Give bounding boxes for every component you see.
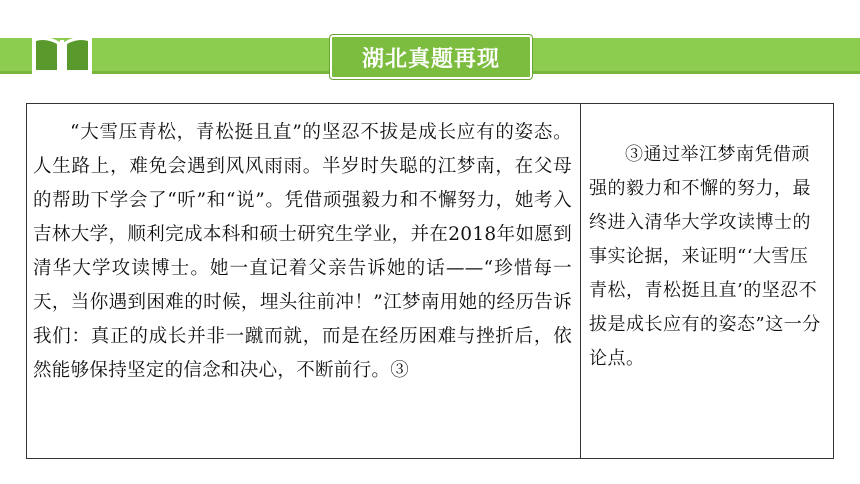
annotation-cell (581, 104, 833, 458)
content-table (26, 103, 834, 459)
annotation-text: ③通过举江梦南凭借顽强的毅力和不懈的努力，最终进入清华大学攻读博士的事实论据，来证明“‘大雪压青松，青松挺且直’的坚忍不拔是成长应有的姿态”这一分论点。 (589, 144, 821, 369)
section-title: 湖北真题再现 (361, 46, 500, 72)
section-title-box (330, 35, 532, 79)
book-icon (26, 30, 98, 78)
passage-cell (27, 104, 581, 458)
passage-text: “大雪压青松，青松挺且直”的坚忍不拔是成长应有的姿态。人生路上，难免会遇到风风雨雨。半岁时失聪的江梦南，在父母的帮助下学会了“听”和“说”。凭借顽强毅力和不懈努力，她考入吉林大学，顺利完成本科和硕士研究生学业，并在2018年如愿到清华大学攻读博士。她一直记着父亲告诉她的话——“珍惜每一天，当你遇到困难的时候，埋头往前冲！”江梦南用她的经历告诉我们：真正的成长并非一蹴而就，而是在经历困难与挫折后，依然能够保持坚定的信念和决心，不断前行。③ (33, 122, 572, 381)
